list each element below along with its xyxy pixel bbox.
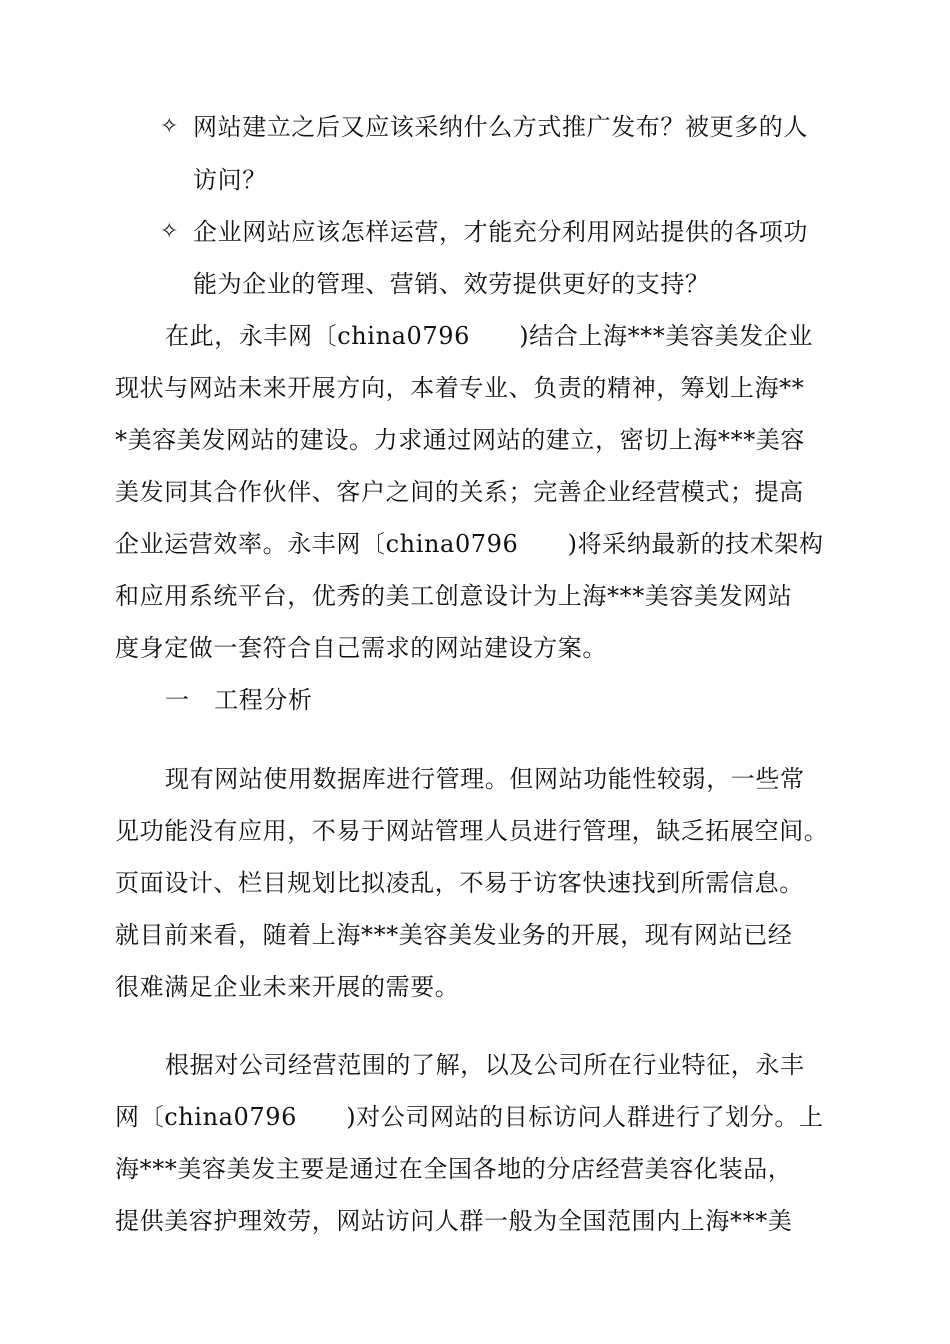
paragraph-line: 见功能没有应用，不易于网站管理人员进行管理，缺乏拓展空间。	[115, 817, 829, 845]
bullet-text-line: 能为企业的管理、营销、效劳提供更好的支持？	[193, 270, 710, 298]
paragraph-line: 很难满足企业未来开展的需要。	[115, 973, 460, 1001]
paragraph-line: 页面设计、栏目规划比拟凌乱，不易于访客快速找到所需信息。	[115, 869, 804, 897]
diamond-bullet-icon: ✧	[160, 219, 179, 244]
paragraph-line: 美发同其合作伙伴、客户之间的关系；完善企业经营模式；提高	[115, 478, 804, 506]
paragraph-line: 和应用系统平台，优秀的美工创意设计为上海***美容美发网站	[115, 582, 793, 610]
paragraph-line: 网〔china0796 )对公司网站的目标访问人群进行了划分。上	[115, 1103, 824, 1131]
paragraph-line: 企业运营效率。永丰网〔china0796 )将采纳最新的技术架构	[115, 530, 824, 558]
diamond-bullet-icon: ✧	[160, 114, 179, 139]
paragraph-line: 在此，永丰网〔china0796 )结合上海***美容美发企业	[165, 322, 813, 350]
paragraph-line: 度身定做一套符合自己需求的网站建设方案。	[115, 634, 607, 662]
paragraph-line: 海***美容美发主要是通过在全国各地的分店经营美容化装品，	[115, 1155, 793, 1183]
paragraph-line: 现状与网站未来开展方向，本着专业、负责的精神，筹划上海**	[115, 374, 805, 402]
bullet-text-line: 访问？	[193, 166, 267, 194]
paragraph-line: *美容美发网站的建设。力求通过网站的建立，密切上海***美容	[115, 426, 805, 454]
bullet-text-line: 网站建立之后又应该采纳什么方式推广发布？被更多的人	[193, 113, 808, 141]
paragraph-line: 现有网站使用数据库进行管理。但网站功能性较弱，一些常	[165, 765, 805, 793]
paragraph-line: 提供美容护理效劳，网站访问人群一般为全国范围内上海***美	[115, 1207, 793, 1235]
paragraph-line: 就目前来看，随着上海***美容美发业务的开展，现有网站已经	[115, 921, 793, 949]
paragraph-line: 根据对公司经营范围的了解，以及公司所在行业特征，永丰	[165, 1051, 805, 1079]
bullet-text-line: 企业网站应该怎样运营，才能充分利用网站提供的各项功	[193, 218, 808, 246]
section-heading: 一 工程分析	[165, 686, 313, 714]
